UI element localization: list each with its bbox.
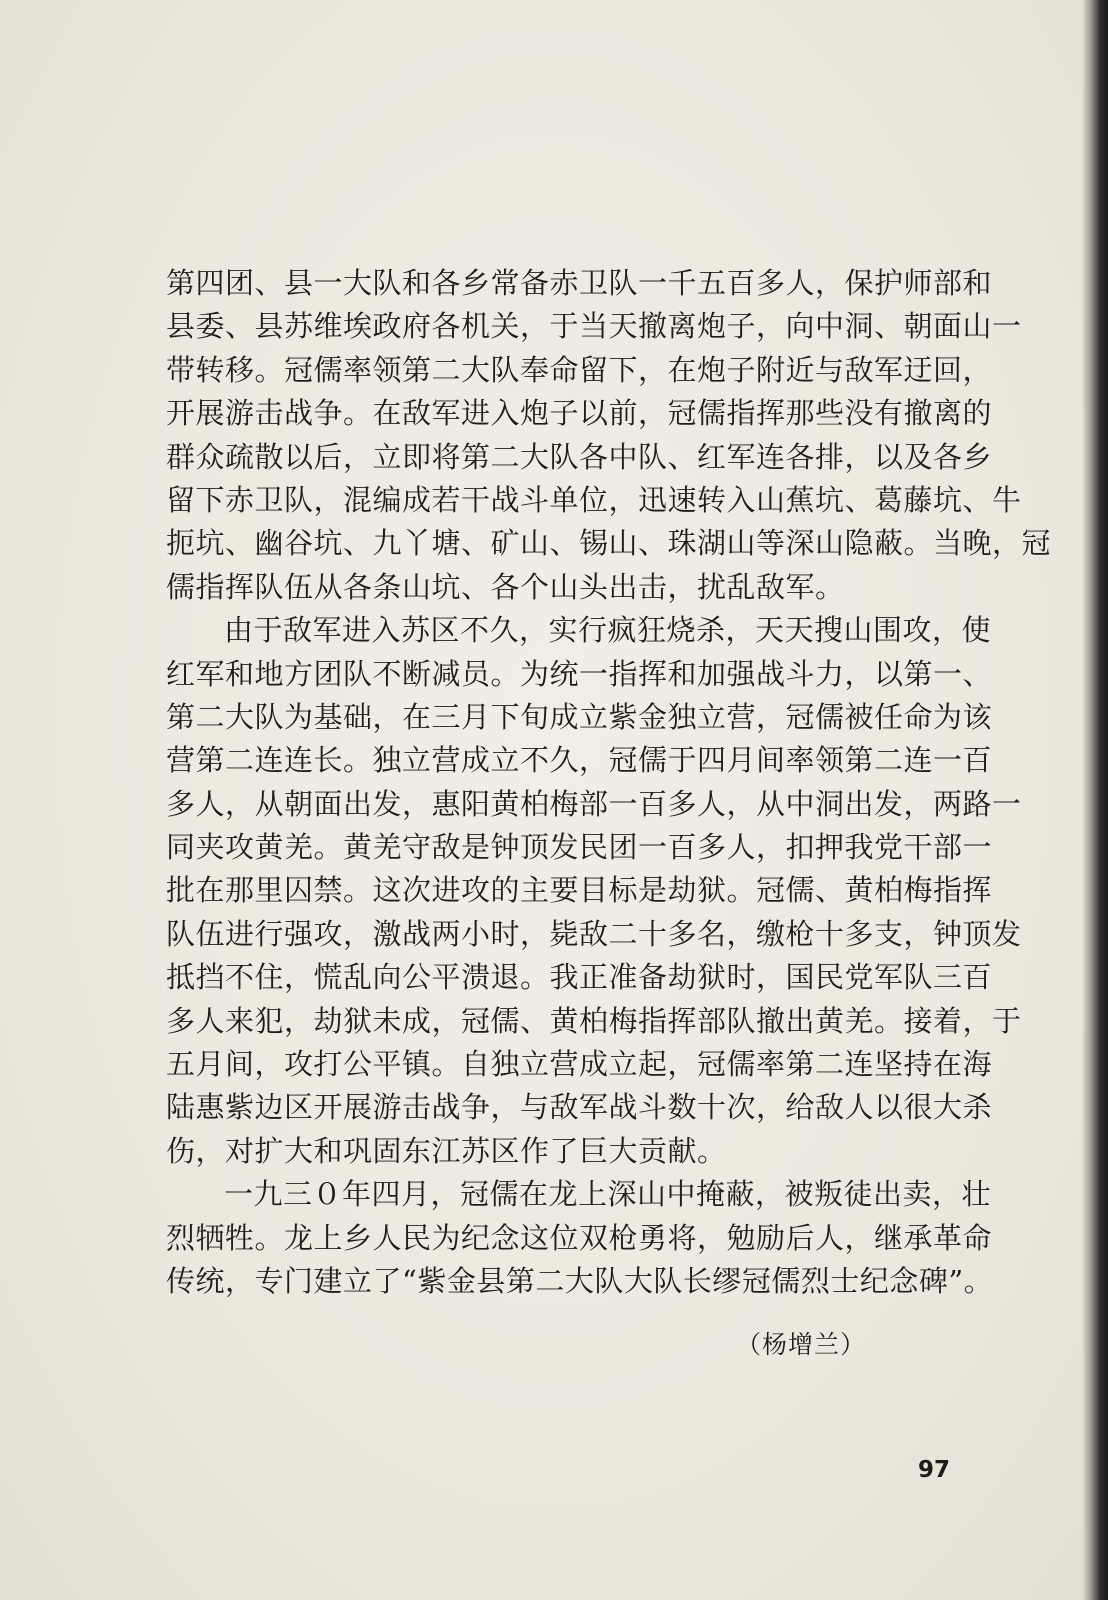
text-line: 第四团、县一大队和各乡常备赤卫队一千五百多人，保护师部和 — [166, 266, 993, 300]
text-line: 烈牺牲。龙上乡人民为纪念这位双枪勇将，勉励后人，继承革命 — [166, 1220, 993, 1255]
text-line: 留下赤卫队，混编成若干战斗单位，迅速转入山蕉坑、葛藤坑、牛 — [166, 482, 1022, 517]
text-line: 传统，专门建立了“紫金县第二大队大队长缪冠儒烈士纪念碑”。 — [166, 1263, 994, 1298]
text-line: 扼坑、幽谷坑、九丫塘、矿山、锡山、珠湖山等深山隐蔽。当晚，冠 — [166, 526, 1052, 561]
text-line: 红军和地方团队不断减员。为统一指挥和加强战斗力，以第一、 — [166, 656, 993, 691]
paragraph-2 — [166, 609, 1022, 1173]
text-line: 开展游击战争。在敌军进入炮子以前，冠儒指挥那些没有撤离的 — [166, 396, 993, 431]
text-line: 营第二连连长。独立营成立不久，冠儒于四月间率领第二连一百 — [166, 743, 993, 778]
text-line: 抵挡不住，慌乱向公平溃退。我正准备劫狱时，国民党军队三百 — [166, 960, 993, 995]
text-line: 多人，从朝面出发，惠阳黄柏梅部一百多人，从中洞出发，两路一 — [166, 786, 1022, 821]
author-signature: （杨增兰） — [736, 1330, 867, 1359]
text-line: 一九三０年四月，冠儒在龙上深山中掩蔽，被叛徒出卖，壮 — [224, 1177, 992, 1212]
text-line: 伤，对扩大和巩固东江苏区作了巨大贡献。 — [166, 1133, 727, 1168]
body-text — [166, 262, 1052, 1303]
page-number: 97 — [918, 1457, 951, 1483]
text-line: 队伍进行强攻，激战两小时，毙敌二十多名，缴枪十多支，钟顶发 — [166, 916, 1022, 951]
paragraph-3 — [166, 1173, 994, 1303]
text-line: 同夹攻黄羌。黄羌守敌是钟顶发民团一百多人，扣押我党干部一 — [166, 830, 993, 865]
scan-edge-shadow — [1082, 0, 1108, 1600]
text-line: 陆惠紫边区开展游击战争，与敌军战斗数十次，给敌人以很大杀 — [166, 1090, 993, 1125]
text-line: 批在那里囚禁。这次进攻的主要目标是劫狱。冠儒、黄柏梅指挥 — [166, 873, 993, 908]
text-line: 第二大队为基础，在三月下旬成立紫金独立营，冠儒被任命为该 — [166, 699, 993, 734]
text-line: 多人来犯，劫狱未成，冠儒、黄柏梅指挥部队撤出黄羌。接着，于 — [166, 1003, 1022, 1038]
text-line: 带转移。冠儒率领第二大队奉命留下，在炮子附近与敌军迂回， — [166, 352, 993, 387]
text-line: 五月间，攻打公平镇。自独立营成立起，冠儒率第二连坚持在海 — [166, 1047, 993, 1082]
text-line: 县委、县苏维埃政府各机关，于当天撤离炮子，向中洞、朝面山一 — [166, 309, 1022, 344]
text-line: 群众疏散以后，立即将第二大队各中队、红军连各排，以及各乡 — [166, 439, 993, 474]
text-line: 儒指挥队伍从各条山坑、各个山头出击，扰乱敌军。 — [166, 569, 845, 604]
paragraph-1 — [166, 262, 1052, 609]
text-line: 由于敌军进入苏区不久，实行疯狂烧杀，天天搜山围攻，使 — [224, 613, 992, 648]
